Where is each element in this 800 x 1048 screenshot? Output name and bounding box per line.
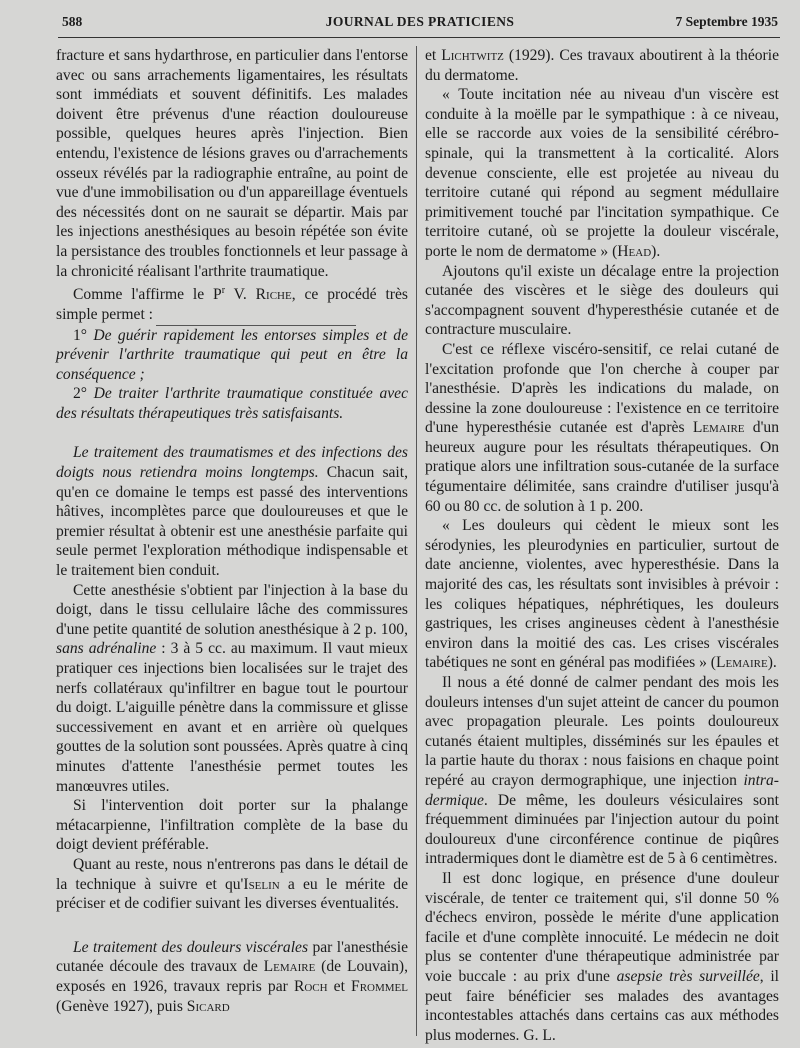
- page-header: [62, 14, 778, 36]
- paragraph: « Toute incitation née au niveau d'un viscère est conduite à la moëlle par le sympathique : à ce niveau, elle se raccorde aux voies de la sensibilité cérébro-spinale, qui la transmettent à la corticalité. Alors devenue consciente, elle est projetée au niveau du territoire cutané qui répond au segment médullaire primitivement touché par l'incitation sympathique. Ce territoire cutané, où se projette la douleur viscérale, porte le nom de dermatome » (Head).: [425, 86, 779, 260]
- paragraph: Quant au reste, nous n'entrerons pas dans le détail de la technique à suivre et qu'Iselin a eu le mérite de préciser et de codifier suivant les diverses éventualités.: [56, 855, 408, 913]
- paragraph: Le traitement des douleurs viscérales par l'anesthésie cutanée découle des travaux de Lemaire (de Louvain), exposés en 1926, travaux repris par Roch et Frommel (Genève 1927), puis Sicard: [56, 938, 408, 1015]
- paragraph: Il est donc logique, en présence d'une douleur viscérale, de tenter ce traitement qui, s'il donne 50 % d'échecs environ, possède le mérite d'une application facile et d'une complète innocuité. Le médecin ne doit plus se contenter d'une thérapeutique administrée par voie buccale : au prix d'une asepsie très surveillée, il peut faire bénéficier ses malades des avantages incontestables attachés dans certains cas aux méthodes plus modernes. G. L.: [425, 869, 779, 1044]
- paragraph: C'est ce réflexe viscéro-sensitif, ce relai cutané de l'excitation profonde que l'on cherche à couper par l'anesthésie. D'après les indications du malade, on dessine la zone douloureuse : l'existence en ce territoire d'une hyperesthésie cutanée est d'après Lemaire d'un heureux augure pour les résultats thérapeutiques. On pratique alors une infiltration sous-cutanée de la surface tégumentaire délimitée, sans craindre d'utiliser jusqu'à 60 ou 80 cc. de solution à 1 p. 200.: [425, 340, 779, 515]
- paragraph: fracture et sans hydarthrose, en particulier dans l'entorse avec ou sans arrachements ligamentaires, les résultats sont immédiats et souvent définitifs. Les malades doivent être prévenus d'une réaction douloureuse possible, quelques heures après l'injection. Bien entendu, l'existence de lésions graves ou d'arrachements osseux révélés par la radiographie entraîne, au point de vue d'une immobilisation ou d'un appareillage éventuels des nécessités dont on ne saurait se départir. Mais par les injections anesthésiques au besoin répétée son évite la persistance des troubles fonctionnels et leur passage à la chronicité réalisant l'arthrite traumatique.: [56, 47, 408, 280]
- list-item: 1° De guérir rapidement les entorses simples et de prévenir l'arthrite traumatique qui peut en être la conséquence ;: [56, 326, 408, 383]
- page-number: 588: [62, 14, 83, 29]
- paragraph: et Lichtwitz (1929). Ces travaux aboutirent à la théorie du dermatome.: [425, 47, 779, 84]
- list-item: 2° De traiter l'arthrite traumatique constituée avec des résultats thérapeutiques très satisfaisants.: [56, 385, 409, 422]
- author-name: Iselin: [243, 875, 280, 893]
- left-column: [56, 46, 408, 1016]
- paragraph: Il nous a été donné de calmer pendant des mois les douleurs intenses d'un sujet atteint de cancer du poumon avec propagation pleurale. Les points douloureux cutanés étaient multiples, disséminés sur les épaules et la partie haute du thorax : nous faisions en chaque point repéré au crayon dermographique, une injection intra-dermique. De même, les douleurs vésiculaires sont fréquemment diminuées par l'injection autour du point douloureux d'une circonférence continue de piqûres intradermiques dont le diamètre est de 5 à 6 centimètres.: [425, 674, 779, 868]
- author-name: Riche: [255, 286, 292, 304]
- header-rule: [58, 37, 780, 38]
- paragraph: Si l'intervention doit porter sur la phalange métacarpienne, l'infiltration complète de la base du doigt devient préférable.: [56, 797, 408, 854]
- issue-date: 7 Septembre 1935: [675, 14, 778, 29]
- journal-title: JOURNAL DES PRATICIENS: [325, 14, 515, 29]
- signature: G. L.: [523, 1026, 556, 1044]
- right-column: [425, 46, 779, 1045]
- paragraph: Cette anesthésie s'obtient par l'injection à la base du doigt, dans le tissu cellulaire lâche des commissures d'une petite quantité de solution anesthésique à 2 p. 100, sans adrénaline : 3 à 5 cc. au maximum. Il vaut mieux pratiquer ces injections bien localisées sur le trajet des nerfs collatéraux qu'infiltrer en bague tout le pourtour du doigt. L'aiguille pénètre dans la commissure et glisse successivement en avant et en arrière où quelques gouttes de la solution sont poussées. Après quatre à cinq minutes d'attente l'anesthésie permet toutes les manœuvres utiles.: [56, 581, 408, 795]
- paragraph: Ajoutons qu'il existe un décalage entre la projection cutanée des viscères et le siège des douleurs qui s'accompagnent souvent d'hyperesthésie cutanée et de contracture musculaire.: [425, 262, 779, 339]
- paragraph: « Les douleurs qui cèdent le mieux sont les sérodynies, les pleurodynies en particulier, surtout de date ancienne, violentes, avec hyperesthésie. Dans la majorité des cas, les résultats sont invisibles à prévoir : les coliques hépatiques, néphrétiques, les douleurs gastriques, les crises angineuses cèdent à l'anesthésie environ dans la moitié des cas. Les crises viscérales tabétiques ne sont en général pas modifiées » (Lemaire).: [425, 517, 779, 672]
- paragraph: Comme l'affirme le $P^r$ V. Riche, ce procédé très simple permet :: [56, 285, 408, 323]
- column-divider: [416, 46, 417, 1036]
- paragraph: Le traitement des traumatismes et des infections des doigts nous retiendra moins longtemps. Chacun sait, qu'en ce domaine le temps est passé des interventions hâtives, incomplètes parce que douloureuses et que le premier résultat à obtenir est une anesthésie parfaite qui seule permet l'exploration méthodique indispensable et le traitement bien conduit.: [56, 444, 408, 580]
